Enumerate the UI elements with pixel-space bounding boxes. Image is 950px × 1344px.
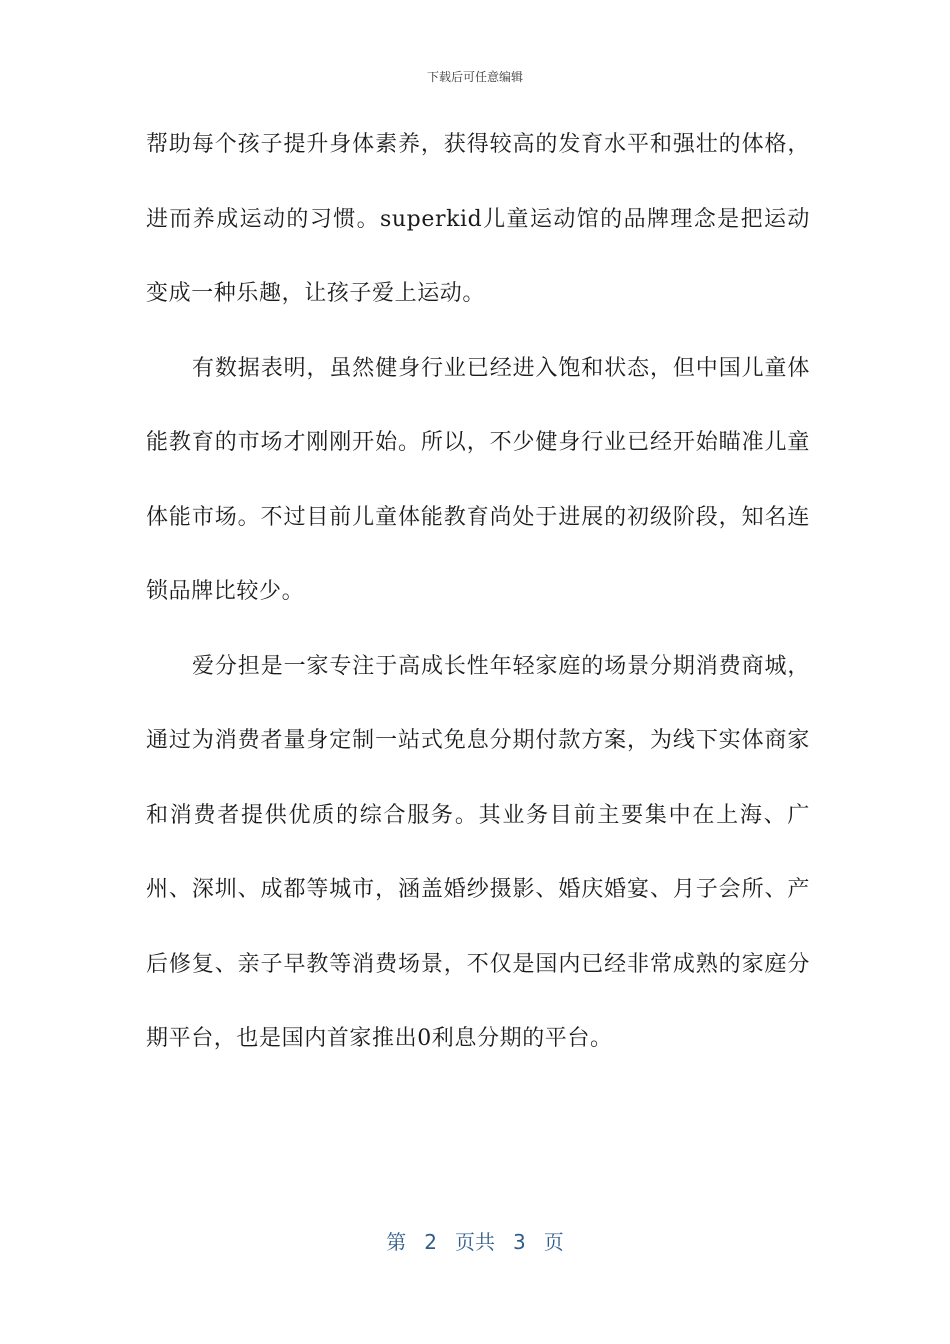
footer-current-page: 2 bbox=[424, 1230, 437, 1254]
paragraph-2: 有数据表明，虽然健身行业已经进入饱和状态，但中国儿童体能教育的市场才刚刚开始。所以，不少健身行业已经开始瞄准儿童体能市场。不过目前儿童体能教育尚处于进展的初级阶段，知名连锁品牌比较少。 bbox=[146, 355, 810, 604]
footer-total-pages: 3 bbox=[513, 1230, 526, 1254]
footer-prefix: 第 bbox=[386, 1230, 407, 1254]
footer-middle: 页共 bbox=[455, 1230, 495, 1254]
header-note: 下载后可任意编辑 bbox=[426, 70, 523, 84]
footer-suffix: 页 bbox=[543, 1230, 564, 1254]
page-footer bbox=[0, 1226, 950, 1255]
paragraph-1: 帮助每个孩子提升身体素养，获得较高的发育水平和强壮的体格，进而养成运动的习惯。superkid儿童运动馆的品牌理念是把运动变成一种乐趣，让孩子爱上运动。 bbox=[146, 132, 810, 306]
paragraph-3: 爱分担是一家专注于高成长性年轻家庭的场景分期消费商城，通过为消费者量身定制一站式免息分期付款方案，为线下实体商家和消费者提供优质的综合服务。其业务目前主要集中在上海、广州、深圳、成都等城市，涵盖婚纱摄影、婚庆婚宴、月子会所、产后修复、亲子早教等消费场景，不仅是国内已经非常成熟的家庭分期平台，也是国内首家推出0利息分期的平台。 bbox=[146, 653, 810, 1051]
document-body bbox=[146, 108, 810, 1077]
